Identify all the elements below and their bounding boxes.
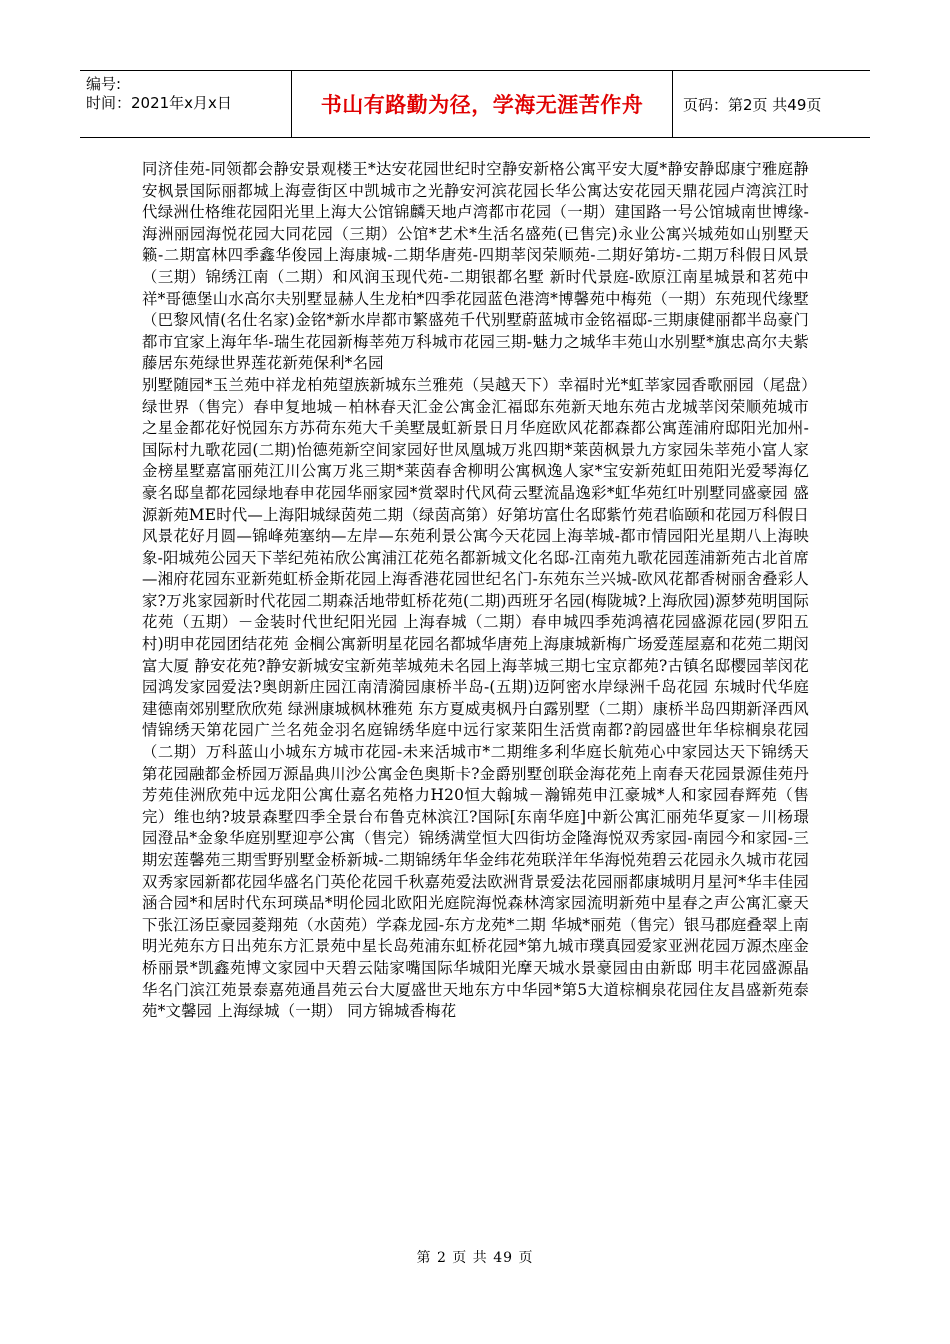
paragraph-2: 别墅随园*玉兰苑中祥龙柏苑望族新城东兰雅苑（吴越天下）幸福时光*虹莘家园香歌丽园（尾盘）绿世界（售完）春申复地城－柏林春天汇金公寓金汇福邸东苑新天地东苑古龙城莘闵荣顺苑城市之星金都花好悦园东方苏荷东苑大千美墅晟虹新景日月华庭欧风花都森都公寓莲浦府邸阳光加州-国际村九歌花园(二期)怡德苑新空间家园好世凤凰城万兆四期*莱茵枫景九方家园朱莘苑小富人家金榜星墅嘉富丽苑江川公寓万兆三期*莱茵春舍柳明公寓枫逸人家*宝安新苑虹田苑阳光爱琴海亿豪名邸皇都花园绿地春申花园华丽家园*赏翠时代风荷云墅流晶逸彩*虹华苑红叶别墅同盛豪园 盛源新苑ME时代—上海阳城绿茵苑二期（绿茵高第）好第坊富仕名邸紫竹苑君临颐和花园万科假日风景花好月圆—锦峰苑塞纳—左岸—东苑利景公寓今天花园上海莘城-都市情园阳光星期八上海映象-阳城苑公园天下莘纪苑祐欣公寓浦江花苑名都新城文化名邸-江南苑九歌花园莲浦新苑古北首席—湘府花园东亚新苑虹桥金斯花园上海香港花园世纪名门-东苑东兰兴城-欧风花都香树丽舍叠彩人家?万兆家园新时代花园二期森活地带虹桥花苑(二期)西班牙名园(梅陇城?上海欣园)源梦苑明国际花苑（五期）－金装时代世纪阳光园 上海春城（二期）春申城四季苑鸿禧花园盛源花园(罗阳五村)明申花园团结花苑 金榈公寓新明星花园名都城华唐苑上海康城新梅广场爱莲屋嘉和花苑二期闵富大厦 静安花苑?静安新城安宝新苑莘城苑未名园上海莘城三期七宝京都苑?古镇名邸樱园莘闵花园鸿发家园爱法?奥朗新庄园江南清漪园康桥半岛-(五期)迈阿密水岸绿洲千岛花园 东城时代华庭建德南郊别墅欣欣苑 绿洲康城枫林雅苑 东方夏威夷枫丹白露别墅（二期）康桥半岛四期新泽西风情锦绣天第花园广兰名苑金羽名庭锦绣华庭中远行家莱阳生活赏南都?韵园盛世年华棕榈泉花园（二期）万科蓝山小城东方城市花园-未来活城市*二期维多利华庭长航苑心中家园达天下锦绣天第花园融都金桥园万源晶典川沙公寓金色奥斯卡?金爵别墅创联金海花苑上南春天花园景源佳苑丹芳苑佳洲欣苑中远龙阳公寓仕嘉名苑格力H20恒大翰城－瀚锦苑申江豪城*人和家园春辉苑（售完）维也纳?坡景森墅四季全景台布鲁克林滨江?国际[东南华庭]中新公寓汇丽苑华夏家－川杨璟园澄品*金象华庭别墅迎亭公寓（售完）锦绣满堂恒大四街坊金隆海悦双秀家园-南园今和家园-三期宏莲馨苑三期雪野别墅金桥新城-二期锦绣年华金纬花苑联洋年华海悦苑碧云花园永久城市花园双秀家园新都花园华盛名门英伦花园千秋嘉苑爱法欧洲背景爱法花园丽都康城明月星河*华丰佳园 涵合园*和居时代东珂瑛品*明伦园北欧阳光庭院海悦森林湾家园流明新苑中星春之声公寓汇豪天下张江汤臣豪园菱翔苑（水茵苑）学森龙园-东方龙苑*二期 华城*丽苑（售完）银马郡庭叠翠上南明光苑东方日出苑东方汇景苑中星长岛苑浦东虹桥花园*第九城市璞真园爱家亚洲花园万源杰座金桥丽景*凯鑫苑博文家园中天碧云陆家嘴国际华城阳光摩天城水景豪园由由新邸 明丰花园盛源晶华名门滨江苑景泰嘉苑通昌苑云台大厦盛世天地东方中华园*第5大道棕榈泉花园住友昌盛新苑泰苑*文馨园 上海绿城（一期） 同方锦城香梅花 — [142, 375, 809, 1021]
header-page-info — [673, 71, 870, 137]
header-meta — [80, 71, 292, 137]
time-label: 时间：2021年x月x日 — [86, 94, 232, 112]
page-footer — [0, 1247, 950, 1267]
header-motto-cell — [292, 71, 673, 137]
document-body — [142, 159, 809, 1023]
number-label: 编号: — [86, 75, 122, 93]
page-header — [80, 70, 870, 138]
motto-text: 书山有路勤为径，学海无涯苦作舟 — [320, 93, 644, 117]
paragraph-1: 同济佳苑-同领都会静安景观楼王*达安花园世纪时空静安新格公寓平安大厦*静安静邸康宁雅庭静安枫景国际丽都城上海壹街区中凯城市之光静安河滨花园长华公寓达安花园天鼎花园卢湾滨江时代绿洲仕格维花园阳光里上海大公馆锦麟天地卢湾都市花园（一期）建国路一号公馆城南世博缘-海洲丽园海悦花园大同花园（三期）公馆*艺术*生活名盛苑(已售完)永业公寓兴城苑如山别墅天籁-二期富林四季鑫华俊园上海康城-二期华唐苑-四期莘闵荣顺苑-二期好第坊-二期万科假日风景（三期）锦绣江南（二期）和风润玉现代苑-二期银都名墅 新时代景庭-欧原江南星城景和茗苑中祥*哥德堡山水高尔夫别墅显赫人生龙柏*四季花园蓝色港湾*博馨苑中梅苑（一期）东苑现代缘墅（巴黎风情(名仕名家)金铭*新水岸都市繁盛苑千代别墅蔚蓝城市金铭福邸-三期康健丽都半岛豪门都市宜家上海年华-瑞生花园新梅莘苑万科城市花园三期-魅力之城华丰苑山水别墅*旗忠高尔夫紫藤居东苑绿世界莲花新苑保利*名园 — [142, 160, 809, 373]
page-info-text: 页码：第2页 共49页 — [683, 95, 822, 114]
footer-page-number: 第 2 页 共 49 页 — [416, 1250, 534, 1266]
